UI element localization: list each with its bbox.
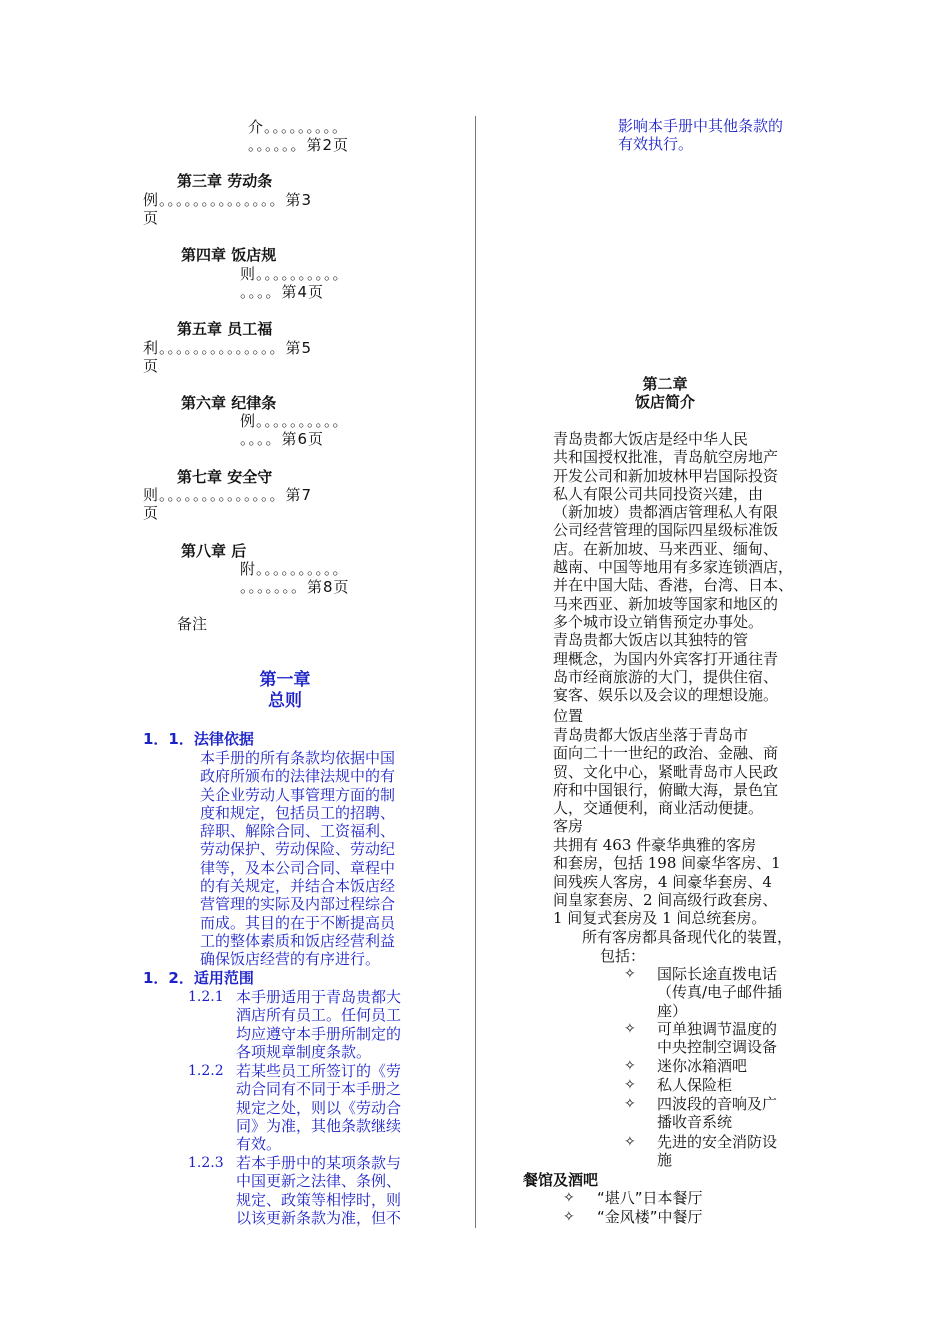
- equipment-intro: 所有客房都具备现代化的装置，: [582, 928, 793, 946]
- toc-entry-page: 页: [143, 357, 159, 375]
- list-item: 迷你冰箱酒吧: [657, 1057, 748, 1075]
- list-item: 国际长途直拨电话 （传真/电子邮件插 座）: [657, 965, 783, 1020]
- toc-entry-page: 页: [143, 504, 159, 522]
- toc-note: 备注: [177, 615, 208, 633]
- location-body: 青岛贵都大饭店坐落于青岛市 面向二十一世纪的政治、金融、商 贸、文化中心，紧毗青岛市人民政 府和中国银行，俯瞰大海，景色宜 人，交通便利，商业活动便捷。: [553, 726, 779, 818]
- list-item: “堪八”日本餐厅: [597, 1189, 703, 1207]
- list-item: 可单独调节温度的 中央控制空调设备: [657, 1020, 778, 1057]
- includes-label: 包括：: [600, 947, 646, 965]
- dining-heading: 餐馆及酒吧: [523, 1171, 599, 1189]
- toc-entry-line: 则。。。。。。。。。。。。。。第7: [143, 486, 313, 504]
- diamond-bullet-icon: ✧: [624, 1096, 636, 1112]
- section-1-1-body: 本手册的所有条款均依据中国 政府所颁布的法律法规中的有 关企业劳动人事管理方面的制 度和规定，包括员工的招聘、 辞职、解除合同、工资福利、 劳动保护、劳动保险、劳动纪 律等，及本公司合同、章程中 的有关规定，并结合本饭店经 营管理的实际及内部过程综合 而成。其目的在于不断提高员 工的整体素质和饭店经营利益 确保饭店经营的有序进行。: [200, 749, 396, 969]
- toc-chapter-5[interactable]: 第五章 员工福: [177, 320, 273, 338]
- toc-chapter-7[interactable]: 第七章 安全守: [177, 468, 273, 486]
- toc-chapter-3[interactable]: 第三章 劳动条: [177, 172, 273, 190]
- toc-chapter-4[interactable]: 第四章 饭店规: [181, 246, 277, 264]
- list-item: 私人保险柜: [657, 1076, 733, 1094]
- toc-entry-line: 则。。。。。。。。。。: [240, 265, 349, 283]
- section-1-2-3-number: 1.2.3: [188, 1155, 224, 1171]
- list-item: “金风楼”中餐厅: [597, 1208, 703, 1226]
- section-1-1-heading: 1．1．法律依据: [143, 730, 254, 748]
- diamond-bullet-icon: ✧: [563, 1190, 575, 1206]
- section-1-2-1-body: 本手册适用于青岛贵都大 酒店所有员工。任何员工 均应遵守本手册所制定的 各项规章制度条款。: [236, 988, 402, 1061]
- toc-entry-line: 附。。。。。。。。。。: [240, 560, 349, 578]
- toc-chapter-6[interactable]: 第六章 纪律条: [181, 394, 277, 412]
- diamond-bullet-icon: ✧: [624, 966, 636, 982]
- toc-entry-line: 介。。。。。。。。。: [248, 118, 349, 136]
- diamond-bullet-icon: ✧: [624, 1058, 636, 1074]
- diamond-bullet-icon: ✧: [563, 1209, 575, 1225]
- toc-entry-page: 。。。。第6页: [240, 430, 325, 448]
- section-1-2-heading: 1．2．适用范围: [143, 969, 254, 987]
- diamond-bullet-icon: ✧: [624, 1021, 636, 1037]
- chapter-1-number: 第一章: [259, 670, 311, 690]
- list-item: 四波段的音响及广 播收音系统: [657, 1095, 778, 1132]
- toc-entry-page: 。。。。第4页: [240, 283, 325, 301]
- section-1-2-3-continued: 影响本手册中其他条款的 有效执行。: [618, 117, 784, 154]
- rooms-body: 共拥有 463 件豪华典雅的客房 和套房，包括 198 间豪华客房、1 间残疾人客房，4 间豪华套房、4 间皇家套房、2 间高级行政套房、 1 间复式套房及 1 间总统套房。: [553, 836, 781, 928]
- rooms-heading: 客房: [553, 817, 584, 835]
- section-1-2-3-body: 若本手册中的某项条款与 中国更新之法律、条例、 规定、政策等相悖时，则 以该更新条款为准，但不: [236, 1154, 402, 1227]
- toc-entry-line: 例。。。。。。。。。。: [240, 412, 349, 430]
- diamond-bullet-icon: ✧: [624, 1077, 636, 1093]
- chapter-2-number: 第二章: [642, 375, 688, 393]
- location-heading: 位置: [553, 707, 584, 725]
- section-1-2-2-body: 若某些员工所签订的《劳 动合同有不同于本手册之 规定之处，则以《劳动合 同》为准，其他条款继续 有效。: [236, 1062, 402, 1154]
- hotel-intro: 青岛贵都大饭店是经中华人民 共和国授权批准，青岛航空房地产 开发公司和新加坡林甲岩国际投资 私人有限公司共同投资兴建，由 （新加坡）贵都酒店管理私人有限 公司经营管理的国际四星级标准饭 店。在新加坡、马来西亚、缅甸、 越南、中国等地用有多家连锁酒店， 并在中国大陆、香港，台湾、日本、 马来西亚、新加坡等国家和地区的 多个城市设立销售预定办事处。 青岛贵都大饭店以其独特的管 理概念，为国内外宾客打开通往青 岛市经商旅游的大门，提供住宿、 宴客、娱乐以及会议的理想设施。: [553, 430, 794, 705]
- column-divider: [475, 116, 476, 1228]
- toc-chapter-8[interactable]: 第八章 后: [181, 542, 247, 560]
- chapter-1-title: 总则: [268, 691, 302, 711]
- toc-entry-page: 。。。。。。。第8页: [240, 578, 350, 596]
- toc-entry-line: 利。。。。。。。。。。。。。。第5: [143, 339, 313, 357]
- section-1-2-2-number: 1.2.2: [188, 1063, 224, 1079]
- toc-entry-line: 例。。。。。。。。。。。。。。第3: [143, 191, 313, 209]
- toc-entry-page: 页: [143, 209, 159, 227]
- chapter-2-title: 饭店简介: [634, 393, 695, 411]
- toc-entry-page: 。。。。。。第2页: [248, 136, 350, 154]
- list-item: 先进的安全消防设 施: [657, 1133, 778, 1170]
- diamond-bullet-icon: ✧: [624, 1134, 636, 1150]
- section-1-2-1-number: 1.2.1: [188, 989, 224, 1005]
